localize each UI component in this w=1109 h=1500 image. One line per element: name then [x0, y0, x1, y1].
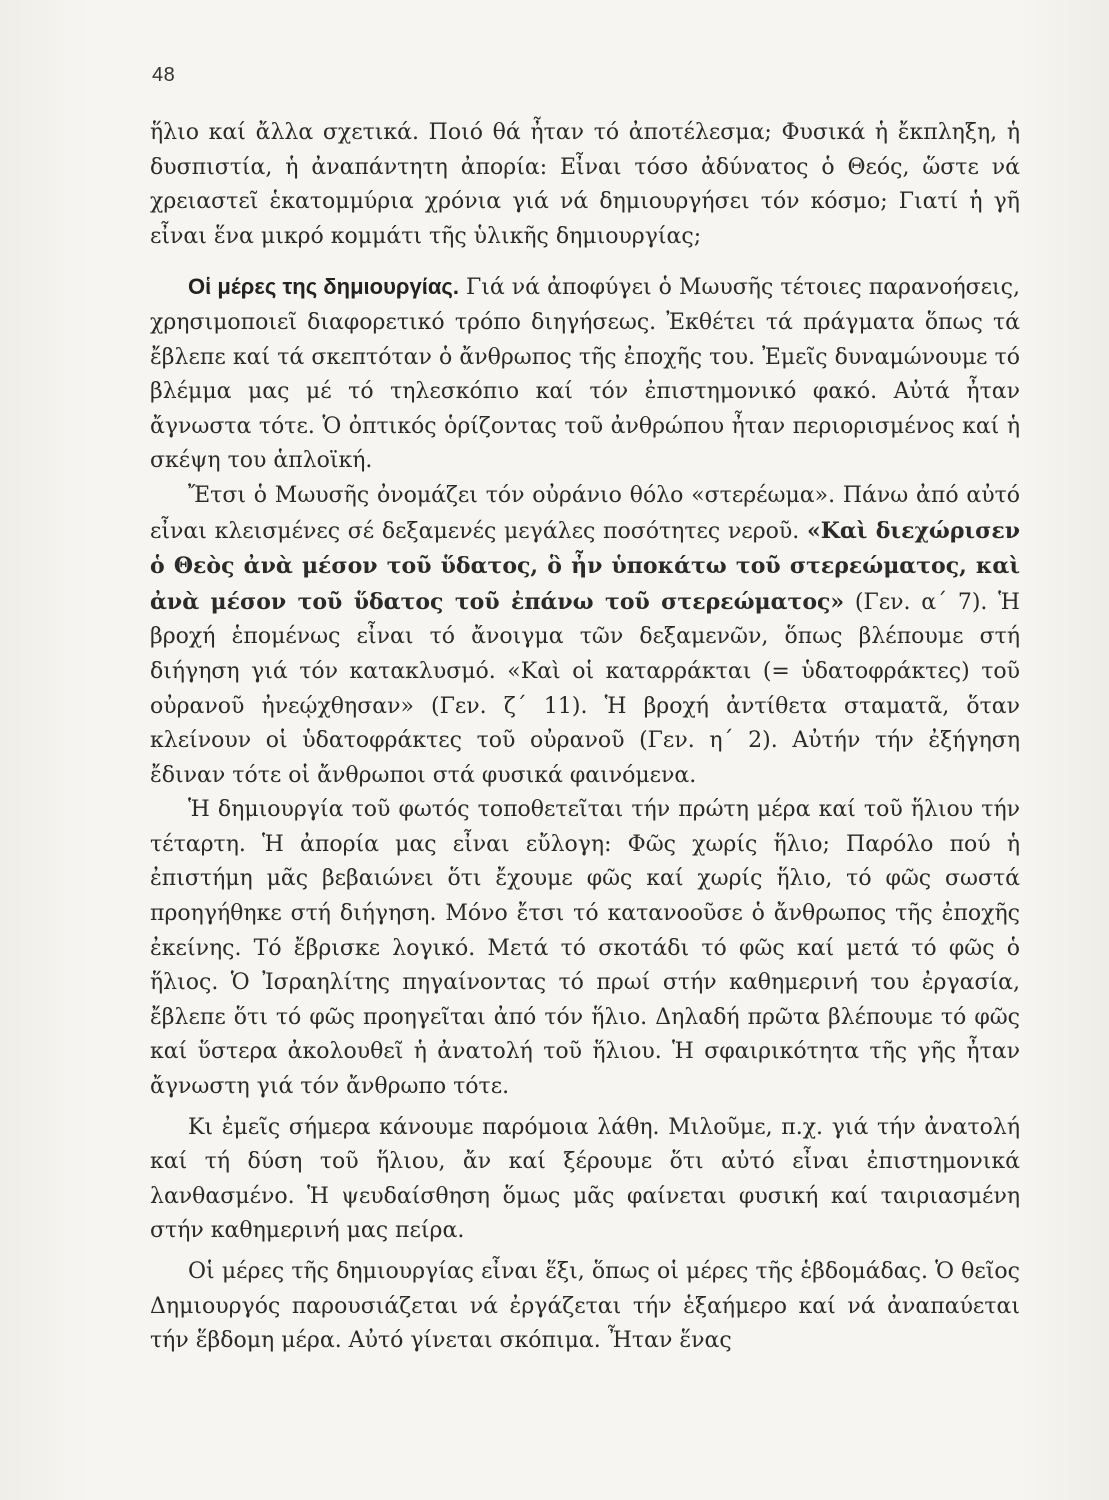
page-number: 48 [152, 64, 176, 86]
paragraph-text: Γιά νά ἀποφύγει ὁ Μωυσῆς τέτοιες παρανοήσεις, χρησιμοποιεῖ διαφορετικό τρόπο διηγήσεως. Ἐκθέτει τά πράγματα ὅπως τά ἔβλεπε καί τά σκεπτόταν ὁ ἄνθρωπος τῆς ἐποχῆς του. Ἐμεῖς δυναμώνουμε τό βλέμμα μας μέ τό τηλεσκόπιο καί τόν ἐπιστημονικό φακό. Αὐτά ἦταν ἄγνωστα τότε. Ὁ ὀπτικός ὁρίζοντας τοῦ ἀνθρώπου ἦταν περιορισμένος καί ἡ σκέψη του ἁπλοϊκή. [150, 275, 1020, 474]
paragraph-days-of-creation [150, 270, 1020, 479]
paragraph-light: Ἡ δημιουργία τοῦ φωτός τοποθετεῖται τήν πρώτη μέρα καί τοῦ ἥλιου τήν τέταρτη. Ἡ ἀπορία μας εἶναι εὔλογη: Φῶς χωρίς ἥλιο; Παρόλο πού ἡ ἐπιστήμη μᾶς βεβαιώνει ὅτι ἔχουμε φῶς καί χωρίς ἥλιο, τό φῶς σωστά προηγήθηκε στή διήγηση. Μόνο ἔτσι τό κατανοοῦσε ὁ ἄνθρωπος τῆς ἐποχῆς ἐκείνης. Τό ἔβρισκε λογικό. Μετά τό σκοτάδι τό φῶς καί μετά τό φῶς ὁ ἥλιος. Ὁ Ἰσραηλίτης πηγαίνοντας τό πρωί στήν καθημερινή του ἐργασία, ἔβλεπε ὅτι τό φῶς προηγεῖται ἀπό τόν ἥλιο. Δηλαδή πρῶτα βλέπουμε τό φῶς καί ὕστερα ἀκολουθεῖ ἡ ἀνατολή τοῦ ἥλιου. Ἡ σφαιρικότητα τῆς γῆς ἦταν ἄγνωστη γιά τόν ἄνθρωπο τότε. [150, 797, 1020, 1100]
paragraph-continuation: ἥλιο καί ἄλλα σχετικά. Ποιό θά ἦταν τό ἀποτέλεσμα; Φυσικά ἡ ἔκπληξη, ἡ δυσπιστία, ἡ ἀναπάντητη ἀπορία: Εἶναι τόσο ἀδύνατος ὁ Θεός, ὥστε νά χρειαστεῖ ἑκατομμύρια χρόνια γιά νά δημιουργήσει τόν κόσμο; Γιατί ἡ γῆ εἶναι ἕνα μικρό κομμάτι τῆς ὑλικῆς δημιουργίας; [150, 120, 1020, 249]
paragraph-text: Ἔτσι ὁ Μωυσῆς ὀνομάζει τόν οὐράνιο θόλο «στερέωμα». Πάνω ἀπό αὐτό εἶναι κλεισμένες σέ δεξαμενές μεγάλες ποσότητες νεροῦ. [150, 482, 1020, 544]
paragraph-errors: Κι ἐμεῖς σήμερα κάνουμε παρόμοια λάθη. Μιλοῦμε, π.χ. γιά τήν ἀνατολή καί τή δύση τοῦ ἥλιου, ἄν καί ξέρουμε ὅτι αὐτό εἶναι ἐπιστημονικά λανθασμένο. Ἡ ψευδαίσθηση ὅμως μᾶς φαίνεται φυσική καί ταιριασμένη στήν καθημερινή μας πείρα. [150, 1114, 1020, 1244]
section-heading: Οἱ μέρες της δημιουργίας. [188, 274, 459, 300]
scripture-quote: «Καὶ διεχώρισεν ὁ Θεὸς ἀνὰ μέσον τοῦ ὕδατος, ὃ ἦν ὑποκάτω τοῦ στερεώματος, καὶ ἀνὰ μέσον τοῦ ὕδατος τοῦ ἐπάνω τοῦ στερεώματος» [150, 517, 1021, 615]
body-text [150, 116, 1020, 1359]
paragraph-six-days: Οἱ μέρες τῆς δημιουργίας εἶναι ἕξι, ὅπως οἱ μέρες τῆς ἑβδομάδας. Ὁ θεῖος Δημιουργός παρουσιάζεται νά ἐργάζεται τήν ἑξαήμερο καί νά ἀναπαύεται τήν ἕβδομη μέρα. Αὐτό γίνεται σκόπιμα. Ἦταν ἕνας [150, 1259, 1020, 1354]
paragraph-firmament [150, 479, 1020, 793]
paragraph-text: (Γεν. α΄ 7). Ἡ βροχή ἑπομένως εἶναι τό ἄνοιγμα τῶν δεξαμενῶν, ὅπως βλέπουμε στή διήγηση γιά τόν κατακλυσμό. «Καὶ οἱ καταρράκται (= ὑδατοφράκτες) τοῦ οὐρανοῦ ἠνεῴχθησαν» (Γεν. ζ΄ 11). Ἡ βροχή ἀντίθετα σταματᾶ, ὅταν κλείνουν οἱ ὑδατοφράκτες τοῦ οὐρανοῦ (Γεν. η΄ 2). Αὐτήν τήν ἐξήγηση ἔδιναν τότε οἱ ἄνθρωποι στά φυσικά φαινόμενα. [150, 589, 1020, 788]
